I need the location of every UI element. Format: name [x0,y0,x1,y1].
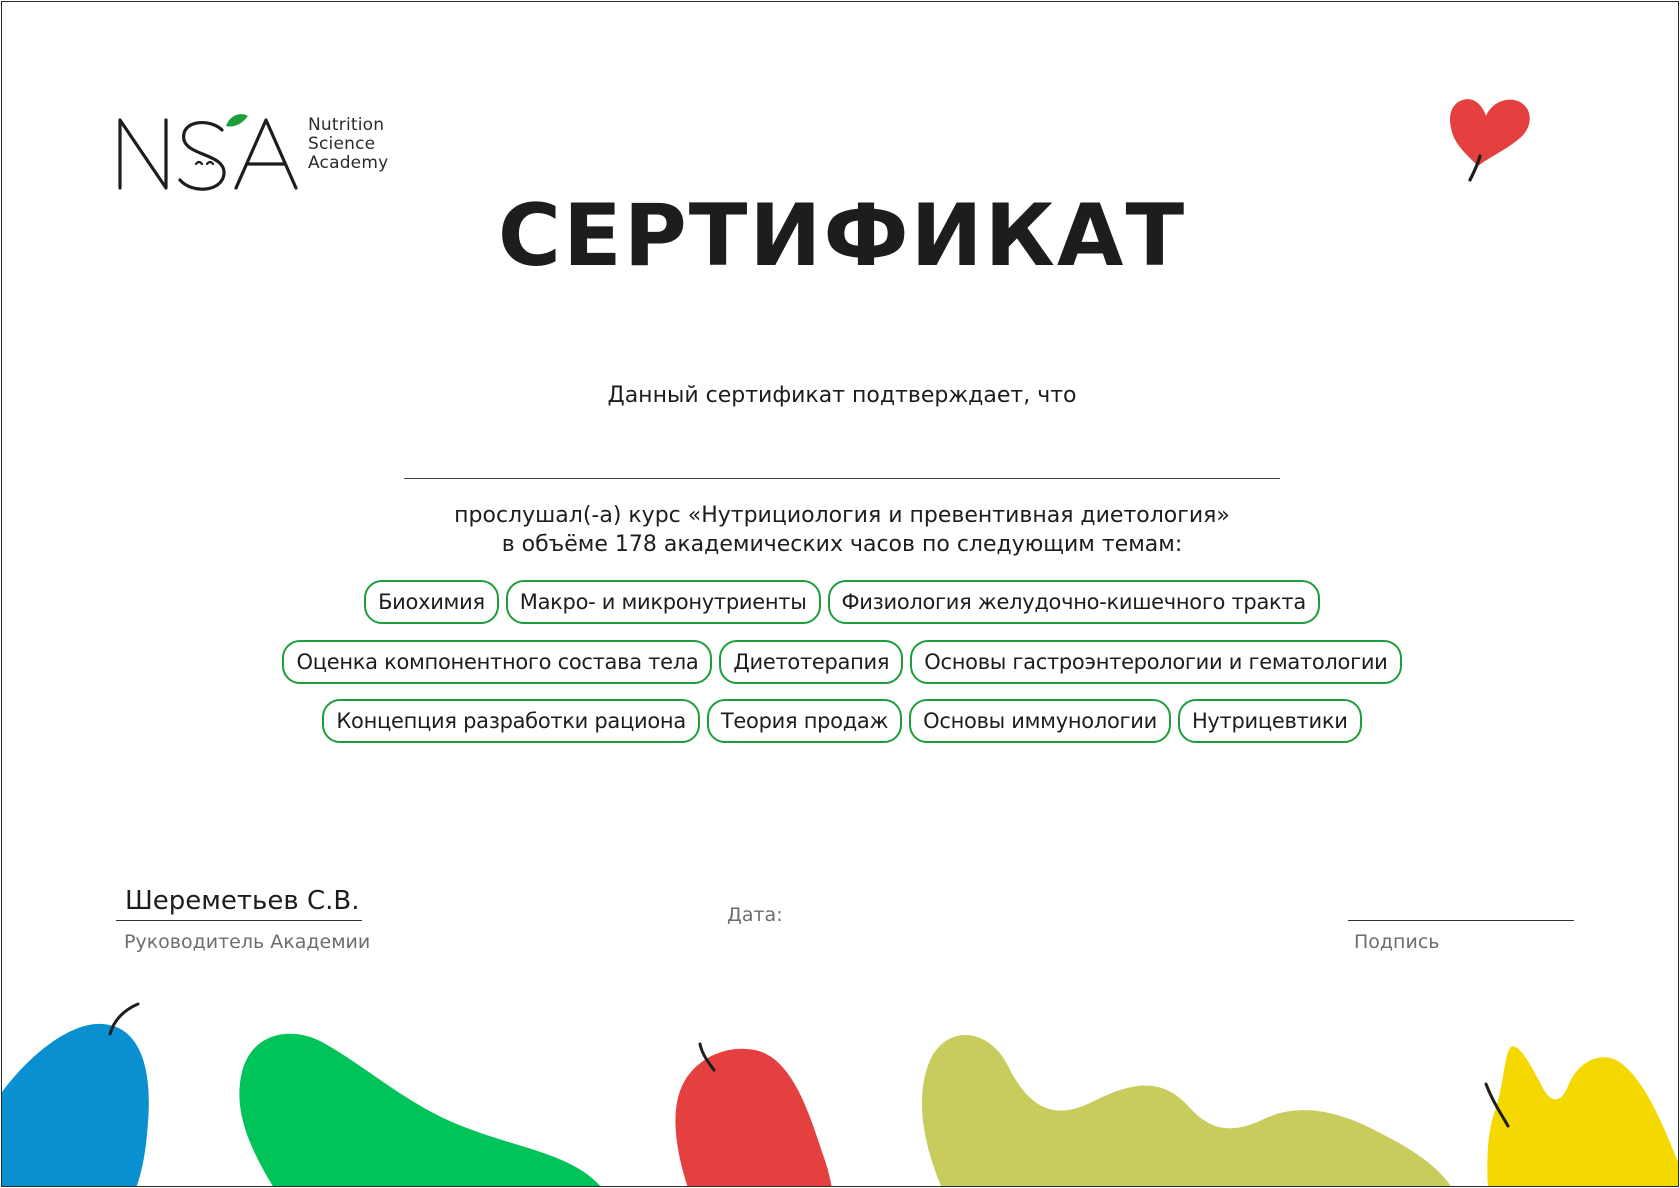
logo-wordmark [308,116,388,173]
fruit-blob [2,1024,149,1187]
confirm-text: Данный сертификат подтверждает, что [607,383,1077,408]
director-underline [116,920,362,921]
logo-line-3: Academy [308,153,389,173]
heart-icon [1442,94,1552,194]
topic-pill: Основы иммунологии [909,699,1171,743]
fruit-blob [922,1035,1452,1187]
academy-logo [114,110,394,198]
director-name: Шереметьев С.В. [125,886,360,916]
nsa-logo-mark [114,110,304,198]
course-line-1: прослушал(-а) курс «Нутрициология и превентивная диетология» [454,503,1230,528]
decorative-fruit-blobs [2,982,1678,1187]
fruit-blob [1487,1046,1678,1187]
topic-pill: Нутрицевтики [1178,699,1362,743]
course-line-2: в объёме 178 академических часов по следующим темам: [501,532,1183,557]
logo-line-2: Science [308,134,376,154]
topic-pill: Физиология желудочно-кишечного тракта [828,580,1320,624]
topics-row-2 [2,640,1679,684]
leaf-icon [226,114,248,126]
course-description [2,501,1679,559]
fruit-blob [239,1034,602,1187]
certificate-title: СЕРТИФИКАТ [497,186,1187,286]
date-label: Дата: [727,904,783,926]
topic-pill: Диетотерапия [719,640,903,684]
topic-pill: Концепция разработки рациона [322,699,699,743]
topic-pill: Макро- и микронутриенты [506,580,821,624]
signature-label: Подпись [1354,931,1440,953]
certificate-sheet [1,1,1679,1187]
director-role: Руководитель Академии [124,931,371,953]
fruit-blob [675,1049,832,1187]
topics-row-1 [2,580,1679,624]
recipient-name-line [404,478,1280,479]
topic-pill: Основы гастроэнтерологии и гематологии [910,640,1401,684]
topic-pill: Биохимия [364,580,499,624]
topic-pill: Оценка компонентного состава тела [282,640,712,684]
topic-pill: Теория продаж [707,699,902,743]
signature-line [1348,920,1574,921]
logo-line-1: Nutrition [308,115,385,135]
topics-row-3 [2,699,1679,743]
